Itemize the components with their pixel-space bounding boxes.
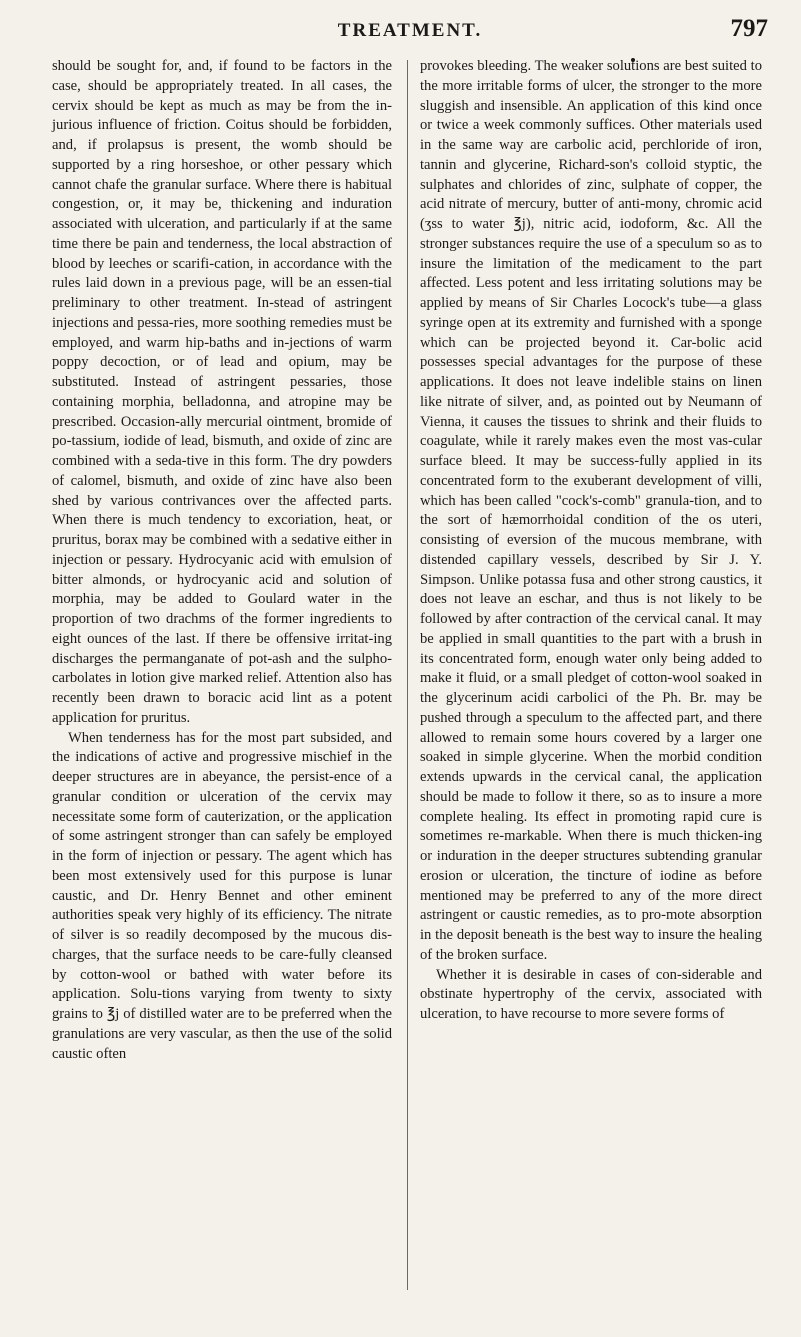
column-divider — [407, 60, 408, 1290]
left-column — [52, 57, 392, 1064]
paragraph: Whether it is desirable in cases of con-siderable and obstinate hypertrophy of the cervix, associated with ulceration, to have recourse to more severe forms of — [420, 966, 762, 1022]
running-title: TREATMENT. — [337, 20, 483, 41]
right-column — [420, 57, 762, 1025]
paragraph: provokes bleeding. The weaker solutions are best suited to the more irritable forms of ulcer, the stronger to the more sluggish and insensible. An application of this kind once or twice a week commonly suffices. Other materials used in the same way are carbolic acid, perchloride of iron, tannin and glycerine, Richard-son's colloid styptic, the sulphates and chlorides of zinc, sulphate of copper, the acid nitrate of mercury, butter of anti-mony, chromic acid (ʒss to water ℥j), nitric acid, iodoform, &c. All the stronger substances require the use of a speculum so as to insure the limitation of the medicament to the part affected. Less potent and less irritating solutions may be applied by means of Sir Charles Locock's tube—a glass syringe open at its extremity and furnished with a sponge which can be projected beyond it. Car-bolic acid possesses special advantages for the purpose of these applications. It does not leave indelible stains on linen like nitrate of silver, and, as pointed out by Neumann of Vienna, it causes the tissues to shrink and their fluids to coagulate, while it rarely makes even the most vas-cular surface bleed. It may be success-fully applied in its concentrated form to the exuberant development of villi, which has been called "cock's-comb" granula-tion, and to the sort of hæmorrhoidal condition of the os uteri, consisting of eversion of the mucous membrane, with distended capillary vessels, described by Sir J. Y. Simpson. Unlike potassa fusa and other strong caustics, it does not leave an eschar, and thus is not likely to be followed by after contraction of the cervical canal. It may be applied in small quantities to the part with a brush in its concentrated form, enough water only being added to make it fluid, or a small pledget of cotton-wool soaked in the glycerinum acidi carbolici of the Ph. Br. may be pushed through a speculum to the affected part, and there allowed to remain some hours covered by a larger one soaked in simple glycerine. When the morbid condition extends upwards in the cervical canal, the application should be made to follow it there, so as to insure a more complete healing. Its effect in promoting rapid cure is sometimes re-markable. When there is much thicken-ing or induration in the deeper structures subtending granular erosion or ulceration, the tincture of iodine as before mentioned may be preferred to any of the more direct astringent or caustic remedies, as to pro-mote absorption in the deposit beneath is the best way to insure the healing of the broken surface. — [420, 58, 762, 963]
paragraph: When tenderness has for the most part subsided, and the indications of active and progressive mischief in the deeper structures are in abeyance, the persist-ence of a granular condition or ulceration of the cervix may necessitate some form of cauterization, or the application of some astringent stronger than can safely be employed in the form of injection or pessary. The agent which has been most extensively used for this purpose is lunar caustic, and Dr. Henry Bennet and other eminent authorities speak very highly of its efficiency. The nitrate of silver is so readily decomposed by the mucous dis-charges, that the surface needs to be care-fully cleansed by cotton-wool or bathed with water before its application. Solu-tions varying from twenty to sixty grains to ℥j of distilled water are to be preferred when the granulations are very vascular, as then the use of the solid caustic often — [52, 729, 392, 1062]
page-header — [52, 15, 768, 50]
paragraph: should be sought for, and, if found to be factors in the case, should be appropriately treated. In all cases, the cervix should be kept as much as may be from the in-jurious influence of friction. Coitus should be forbidden, and, if prolapsus is present, the womb should be supported by a ring horseshoe, or other pessary which cannot chafe the granular surface. Where there is habitual congestion, or, it may be, thickening and induration associated with ulceration, and particularly if at the same time there be pain and tenderness, the local abstraction of blood by leeches or scarifi-cation, in accordance with the rules laid down in a previous page, will be an essen-tial preliminary to other treatment. In-stead of astringent injections and pessa-ries, more soothing remedies must be employed, and warm hip-baths and in-jections of warm poppy decoction, or of lead and opium, may be substituted. Instead of astringent pessaries, those containing morphia, belladonna, and atropine may be prescribed. Occasion-ally mercurial ointment, bromide of po-tassium, iodide of lead, bismuth, and oxide of zinc are combined with a seda-tive in this form. The dry powders of calomel, bismuth, and oxide of zinc have also been shed by various contrivances over the affected parts. When there is much tendency to excoriation, heat, or pruritus, borax may be combined with a sedative either in injection or pessary. Hydrocyanic acid with emulsion of bitter almonds, or hydrocyanic acid and solution of morphia, may be added to Goulard water in the proportion of two drachms of the former ingredients to eight ounces of the last. If there be offensive irritat-ing discharges the permanganate of pot-ash and the sulpho-carbolates in lotion give marked relief. Attention also has recently been drawn to boracic acid lint as a potent application for pruritus. — [52, 58, 392, 726]
page-number: 797 — [730, 15, 768, 42]
